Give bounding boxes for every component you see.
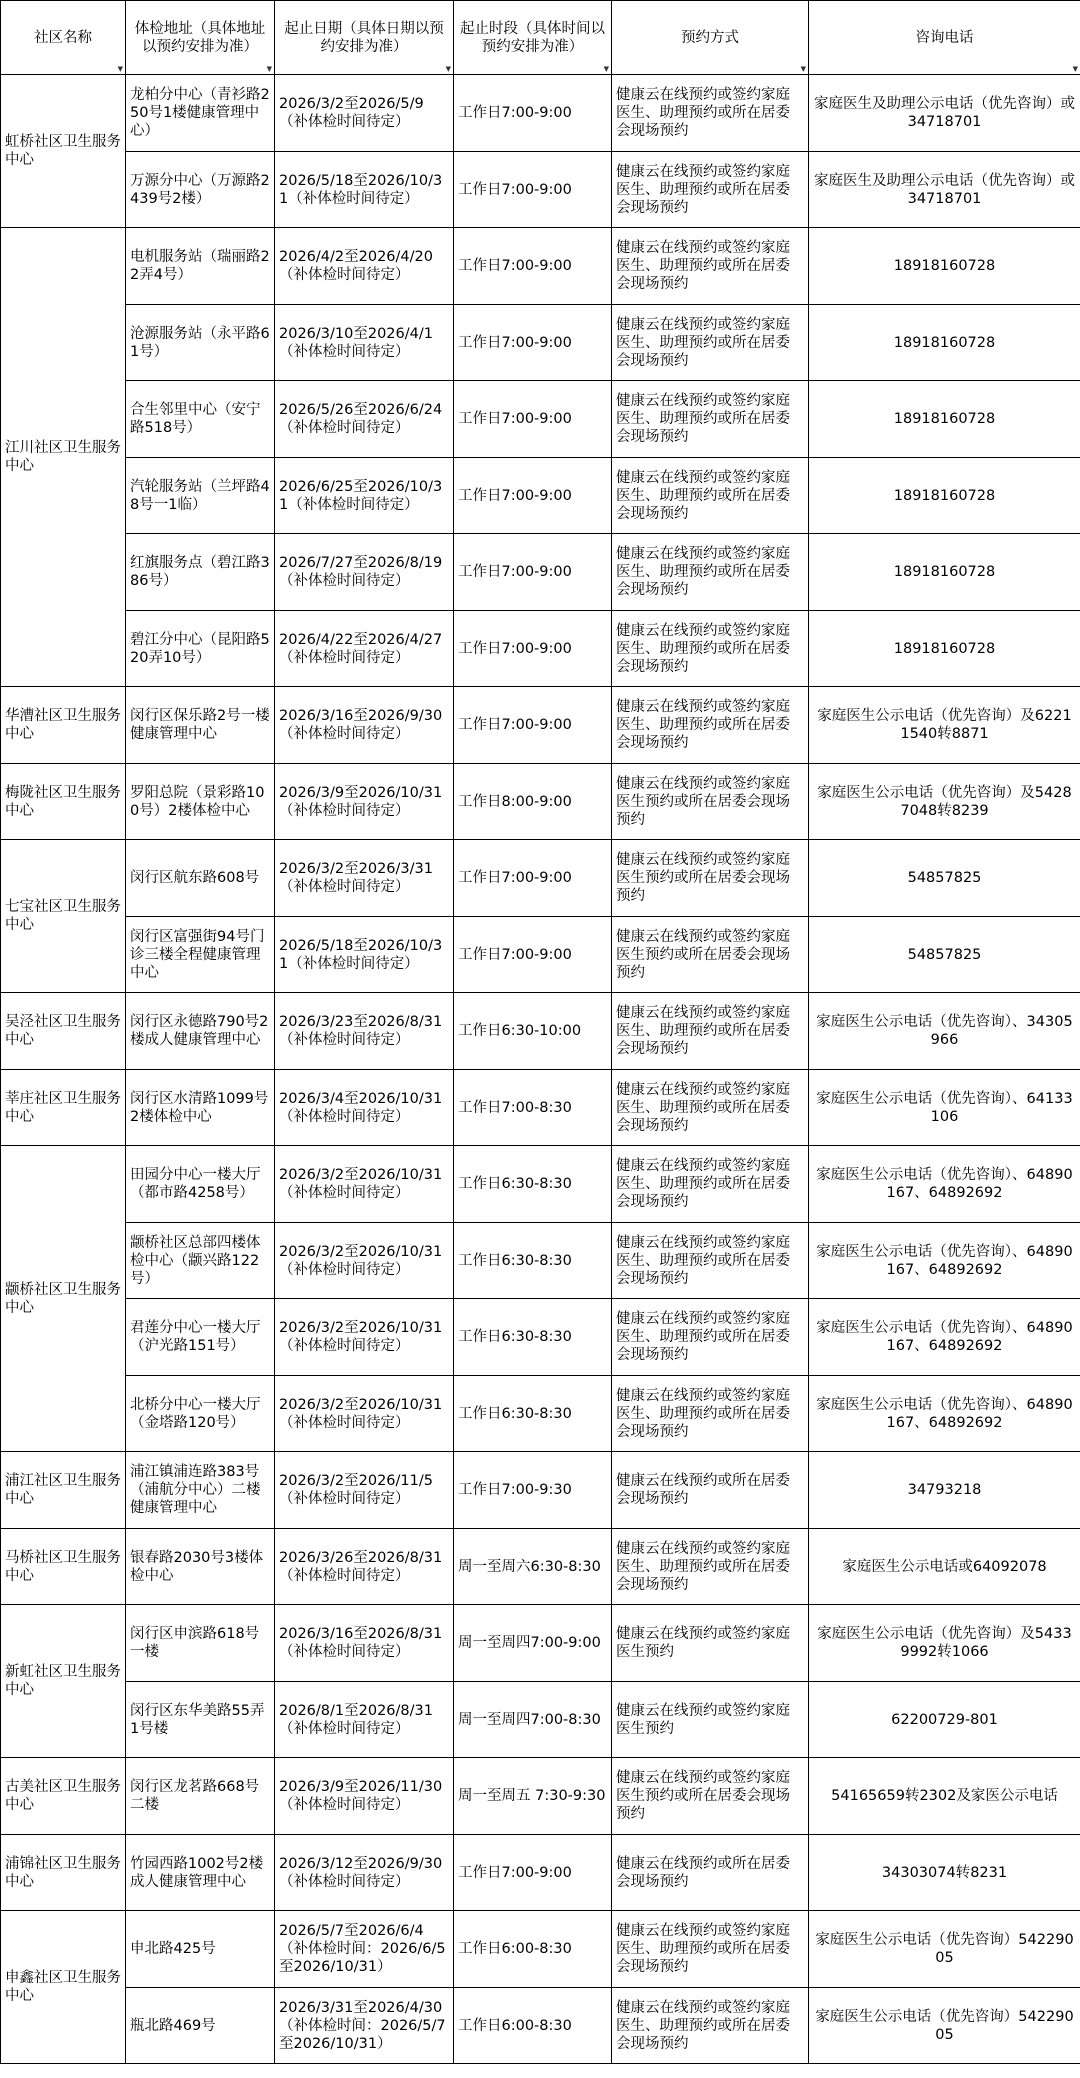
filter-dropdown-icon[interactable]: ▼ [1072,65,1078,73]
table-row [1,1682,1080,1758]
filter-dropdown-icon[interactable]: ▼ [266,65,272,73]
date-range-cell: 2026/3/31至2026/4/30（补体检时间：2026/5/7至2026/10/31） [275,1988,454,2064]
phone-cell: 62200729-801 [809,1682,1080,1758]
time-slot-cell: 工作日7:00-9:00 [454,458,612,534]
header-time[interactable]: 起止时段（具体时间以预约安排为准） ▼ [454,1,612,75]
address-cell: 沧源服务站（永平路61号） [126,305,275,381]
phone-cell: 家庭医生及助理公示电话（优先咨询）或34718701 [809,152,1080,228]
date-range-cell: 2026/3/26至2026/8/31（补体检时间待定） [275,1529,454,1605]
address-cell: 田园分中心一楼大厅（都市路4258号） [126,1146,275,1223]
table-row [1,152,1080,228]
address-cell: 闵行区水清路1099号2楼体检中心 [126,1070,275,1146]
date-range-cell: 2026/8/1至2026/8/31（补体检时间待定） [275,1682,454,1758]
date-range-cell: 2026/3/12至2026/9/30（补体检时间待定） [275,1835,454,1911]
date-range-cell: 2026/3/2至2026/10/31（补体检时间待定） [275,1376,454,1452]
phone-cell: 18918160728 [809,534,1080,611]
phone-cell: 54857825 [809,917,1080,993]
booking-method-cell: 健康云在线预约或签约家庭医生、助理预约或所在居委会现场预约 [612,611,809,687]
date-range-cell: 2026/3/2至2026/10/31（补体检时间待定） [275,1146,454,1223]
date-range-cell: 2026/3/2至2026/11/5（补体检时间待定） [275,1452,454,1529]
booking-method-cell: 健康云在线预约或签约家庭医生、助理预约或所在居委会现场预约 [612,458,809,534]
booking-method-cell: 健康云在线预约或所在居委会现场预约 [612,1452,809,1529]
header-dates[interactable]: 起止日期（具体日期以预约安排为准） ▼ [275,1,454,75]
time-slot-cell: 工作日7:00-9:00 [454,840,612,917]
phone-cell: 家庭医生及助理公示电话（优先咨询）或34718701 [809,75,1080,152]
filter-dropdown-icon[interactable]: ▼ [445,65,451,73]
booking-method-cell: 健康云在线预约或所在居委会现场预约 [612,1835,809,1911]
date-range-cell: 2026/3/9至2026/10/31（补体检时间待定） [275,764,454,840]
address-cell: 汽轮服务站（兰坪路48号一1临） [126,458,275,534]
address-cell: 闵行区申滨路618号一楼 [126,1605,275,1682]
address-cell: 银春路2030号3楼体检中心 [126,1529,275,1605]
address-cell: 闵行区永德路790号2楼成人健康管理中心 [126,993,275,1070]
date-range-cell: 2026/3/16至2026/9/30（补体检时间待定） [275,687,454,764]
time-slot-cell: 工作日8:00-9:00 [454,764,612,840]
booking-method-cell: 健康云在线预约或签约家庭医生、助理预约或所在居委会现场预约 [612,381,809,458]
header-address[interactable]: 体检地址（具体地址以预约安排为准） ▼ [126,1,275,75]
date-range-cell: 2026/3/10至2026/4/1（补体检时间待定） [275,305,454,381]
table-row [1,458,1080,534]
time-slot-cell: 工作日6:30-8:30 [454,1223,612,1299]
address-cell: 合生邻里中心（安宁路518号） [126,381,275,458]
address-cell: 颛桥社区总部四楼体检中心（颛兴路122号） [126,1223,275,1299]
time-slot-cell: 工作日6:30-8:30 [454,1299,612,1376]
time-slot-cell: 工作日7:00-9:00 [454,611,612,687]
phone-cell: 家庭医生公示电话（优先咨询）、64890167、64892692 [809,1223,1080,1299]
date-range-cell: 2026/3/2至2026/10/31（补体检时间待定） [275,1299,454,1376]
booking-method-cell: 健康云在线预约或签约家庭医生、助理预约或所在居委会现场预约 [612,1988,809,2064]
address-cell: 瓶北路469号 [126,1988,275,2064]
community-name-cell: 马桥社区卫生服务中心 [1,1529,126,1605]
address-cell: 竹园西路1002号2楼成人健康管理中心 [126,1835,275,1911]
phone-cell: 18918160728 [809,458,1080,534]
booking-method-cell: 健康云在线预约或签约家庭医生、助理预约或所在居委会现场预约 [612,1223,809,1299]
address-cell: 闵行区保乐路2号一楼健康管理中心 [126,687,275,764]
community-name-cell: 七宝社区卫生服务中心 [1,840,126,993]
booking-method-cell: 健康云在线预约或签约家庭医生、助理预约或所在居委会现场预约 [612,1070,809,1146]
phone-cell: 18918160728 [809,305,1080,381]
community-name-cell: 浦江社区卫生服务中心 [1,1452,126,1529]
time-slot-cell: 工作日7:00-9:30 [454,1452,612,1529]
phone-cell: 家庭医生公示电话（优先咨询）54229005 [809,1988,1080,2064]
booking-method-cell: 健康云在线预约或签约家庭医生预约或所在居委会现场预约 [612,1758,809,1835]
table-row [1,1299,1080,1376]
table-row [1,1605,1080,1682]
address-cell: 碧江分中心（昆阳路520弄10号） [126,611,275,687]
community-name-cell: 吴泾社区卫生服务中心 [1,993,126,1070]
booking-method-cell: 健康云在线预约或签约家庭医生、助理预约或所在居委会现场预约 [612,305,809,381]
date-range-cell: 2026/3/2至2026/3/31（补体检时间待定） [275,840,454,917]
table-row [1,228,1080,305]
date-range-cell: 2026/3/2至2026/10/31（补体检时间待定） [275,1223,454,1299]
table-row [1,1988,1080,2064]
date-range-cell: 2026/3/9至2026/11/30（补体检时间待定） [275,1758,454,1835]
table-row [1,1070,1080,1146]
time-slot-cell: 工作日7:00-9:00 [454,687,612,764]
booking-method-cell: 健康云在线预约或签约家庭医生预约或所在居委会现场预约 [612,917,809,993]
time-slot-cell: 周一至周四7:00-8:30 [454,1682,612,1758]
phone-cell: 54857825 [809,840,1080,917]
header-phone[interactable]: 咨询电话 ▼ [809,1,1080,75]
date-range-cell: 2026/5/26至2026/6/24（补体检时间待定） [275,381,454,458]
community-name-cell: 新虹社区卫生服务中心 [1,1605,126,1758]
address-cell: 闵行区龙茗路668号二楼 [126,1758,275,1835]
table-row [1,917,1080,993]
date-range-cell: 2026/6/25至2026/10/31（补体检时间待定） [275,458,454,534]
phone-cell: 家庭医生公示电话（优先咨询）、64133106 [809,1070,1080,1146]
date-range-cell: 2026/3/23至2026/8/31（补体检时间待定） [275,993,454,1070]
booking-method-cell: 健康云在线预约或签约家庭医生、助理预约或所在居委会现场预约 [612,228,809,305]
address-cell: 浦江镇浦连路383号（浦航分中心）二楼健康管理中心 [126,1452,275,1529]
time-slot-cell: 工作日6:30-8:30 [454,1146,612,1223]
booking-method-cell: 健康云在线预约或签约家庭医生、助理预约或所在居委会现场预约 [612,993,809,1070]
address-cell: 君莲分中心一楼大厅（沪光路151号） [126,1299,275,1376]
filter-dropdown-icon[interactable]: ▼ [800,65,806,73]
phone-cell: 18918160728 [809,381,1080,458]
phone-cell: 家庭医生公示电话（优先咨询）、64890167、64892692 [809,1376,1080,1452]
time-slot-cell: 工作日6:30-10:00 [454,993,612,1070]
table-row [1,1452,1080,1529]
booking-method-cell: 健康云在线预约或签约家庭医生、助理预约或所在居委会现场预约 [612,1376,809,1452]
community-name-cell: 江川社区卫生服务中心 [1,228,126,687]
time-slot-cell: 周一至周五 7:30-9:30 [454,1758,612,1835]
community-name-cell: 莘庄社区卫生服务中心 [1,1070,126,1146]
booking-method-cell: 健康云在线预约或签约家庭医生预约或所在居委会现场预约 [612,840,809,917]
time-slot-cell: 工作日7:00-9:00 [454,75,612,152]
phone-cell: 18918160728 [809,611,1080,687]
community-name-cell: 梅陇社区卫生服务中心 [1,764,126,840]
header-row [1,1,1080,75]
filter-dropdown-icon[interactable]: ▼ [603,65,609,73]
booking-method-cell: 健康云在线预约或签约家庭医生、助理预约或所在居委会现场预约 [612,152,809,228]
table-row [1,1376,1080,1452]
address-cell: 闵行区富强街94号门诊三楼全程健康管理中心 [126,917,275,993]
phone-cell: 家庭医生公示电话（优先咨询）、34305966 [809,993,1080,1070]
time-slot-cell: 周一至周六6:30-8:30 [454,1529,612,1605]
booking-method-cell: 健康云在线预约或签约家庭医生预约 [612,1605,809,1682]
table-row [1,381,1080,458]
header-method[interactable]: 预约方式 ▼ [612,1,809,75]
phone-cell: 18918160728 [809,228,1080,305]
time-slot-cell: 工作日7:00-9:00 [454,381,612,458]
table-row [1,1835,1080,1911]
time-slot-cell: 周一至周四7:00-9:00 [454,1605,612,1682]
phone-cell: 家庭医生公示电话（优先咨询）54229005 [809,1911,1080,1988]
address-cell: 北桥分中心一楼大厅（金塔路120号） [126,1376,275,1452]
phone-cell: 34303074转8231 [809,1835,1080,1911]
table-row [1,1529,1080,1605]
time-slot-cell: 工作日7:00-9:00 [454,152,612,228]
phone-cell: 家庭医生公示电话（优先咨询）、64890167、64892692 [809,1146,1080,1223]
address-cell: 申北路425号 [126,1911,275,1988]
booking-method-cell: 健康云在线预约或签约家庭医生预约或所在居委会现场预约 [612,764,809,840]
table-row [1,764,1080,840]
address-cell: 红旗服务点（碧江路386号） [126,534,275,611]
community-name-cell: 古美社区卫生服务中心 [1,1758,126,1835]
phone-cell: 34793218 [809,1452,1080,1529]
phone-cell: 家庭医生公示电话或64092078 [809,1529,1080,1605]
address-cell: 电机服务站（瑞丽路22弄4号） [126,228,275,305]
date-range-cell: 2026/5/18至2026/10/31（补体检时间待定） [275,917,454,993]
time-slot-cell: 工作日6:00-8:30 [454,1988,612,2064]
date-range-cell: 2026/3/4至2026/10/31（补体检时间待定） [275,1070,454,1146]
time-slot-cell: 工作日7:00-9:00 [454,305,612,381]
phone-cell: 54165659转2302及家医公示电话 [809,1758,1080,1835]
phone-cell: 家庭医生公示电话（优先咨询）及62211540转8871 [809,687,1080,764]
table-row [1,1146,1080,1223]
booking-method-cell: 健康云在线预约或签约家庭医生、助理预约或所在居委会现场预约 [612,1299,809,1376]
booking-method-cell: 健康云在线预约或签约家庭医生、助理预约或所在居委会现场预约 [612,687,809,764]
address-cell: 龙柏分中心（青衫路250号1楼健康管理中心） [126,75,275,152]
phone-cell: 家庭医生公示电话（优先咨询）、64890167、64892692 [809,1299,1080,1376]
community-name-cell: 华漕社区卫生服务中心 [1,687,126,764]
address-cell: 闵行区东华美路55弄1号楼 [126,1682,275,1758]
phone-cell: 家庭医生公示电话（优先咨询）及54287048转8239 [809,764,1080,840]
date-range-cell: 2026/3/16至2026/8/31（补体检时间待定） [275,1605,454,1682]
address-cell: 万源分中心（万源路2439号2楼） [126,152,275,228]
booking-method-cell: 健康云在线预约或签约家庭医生、助理预约或所在居委会现场预约 [612,534,809,611]
time-slot-cell: 工作日7:00-9:00 [454,917,612,993]
table-row [1,993,1080,1070]
table-row [1,1911,1080,1988]
community-name-cell: 颛桥社区卫生服务中心 [1,1146,126,1452]
table-row [1,611,1080,687]
time-slot-cell: 工作日7:00-9:00 [454,228,612,305]
date-range-cell: 2026/7/27至2026/8/19（补体检时间待定） [275,534,454,611]
date-range-cell: 2026/4/2至2026/4/20（补体检时间待定） [275,228,454,305]
booking-method-cell: 健康云在线预约或签约家庭医生、助理预约或所在居委会现场预约 [612,75,809,152]
table-row [1,840,1080,917]
time-slot-cell: 工作日6:00-8:30 [454,1911,612,1988]
table-row [1,534,1080,611]
time-slot-cell: 工作日7:00-8:30 [454,1070,612,1146]
date-range-cell: 2026/4/22至2026/4/27（补体检时间待定） [275,611,454,687]
table-row [1,1758,1080,1835]
phone-cell: 家庭医生公示电话（优先咨询）及54339992转1066 [809,1605,1080,1682]
booking-method-cell: 健康云在线预约或签约家庭医生、助理预约或所在居委会现场预约 [612,1146,809,1223]
date-range-cell: 2026/3/2至2026/5/9（补体检时间待定） [275,75,454,152]
table-row [1,75,1080,152]
booking-method-cell: 健康云在线预约或签约家庭医生预约 [612,1682,809,1758]
booking-method-cell: 健康云在线预约或签约家庭医生、助理预约或所在居委会现场预约 [612,1529,809,1605]
date-range-cell: 2026/5/18至2026/10/31（补体检时间待定） [275,152,454,228]
community-name-cell: 浦锦社区卫生服务中心 [1,1835,126,1911]
table-row [1,1223,1080,1299]
filter-dropdown-icon[interactable]: ▼ [117,65,123,73]
time-slot-cell: 工作日7:00-9:00 [454,1835,612,1911]
table-row [1,305,1080,381]
table-body [1,75,1080,2064]
address-cell: 罗阳总院（景彩路100号）2楼体检中心 [126,764,275,840]
time-slot-cell: 工作日6:30-8:30 [454,1376,612,1452]
community-name-cell: 申鑫社区卫生服务中心 [1,1911,126,2064]
header-community-name[interactable]: 社区名称 ▼ [1,1,126,75]
address-cell: 闵行区航东路608号 [126,840,275,917]
date-range-cell: 2026/5/7至2026/6/4（补体检时间：2026/6/5至2026/10/31） [275,1911,454,1988]
community-name-cell: 虹桥社区卫生服务中心 [1,75,126,228]
time-slot-cell: 工作日7:00-9:00 [454,534,612,611]
table-row [1,687,1080,764]
booking-method-cell: 健康云在线预约或签约家庭医生、助理预约或所在居委会现场预约 [612,1911,809,1988]
